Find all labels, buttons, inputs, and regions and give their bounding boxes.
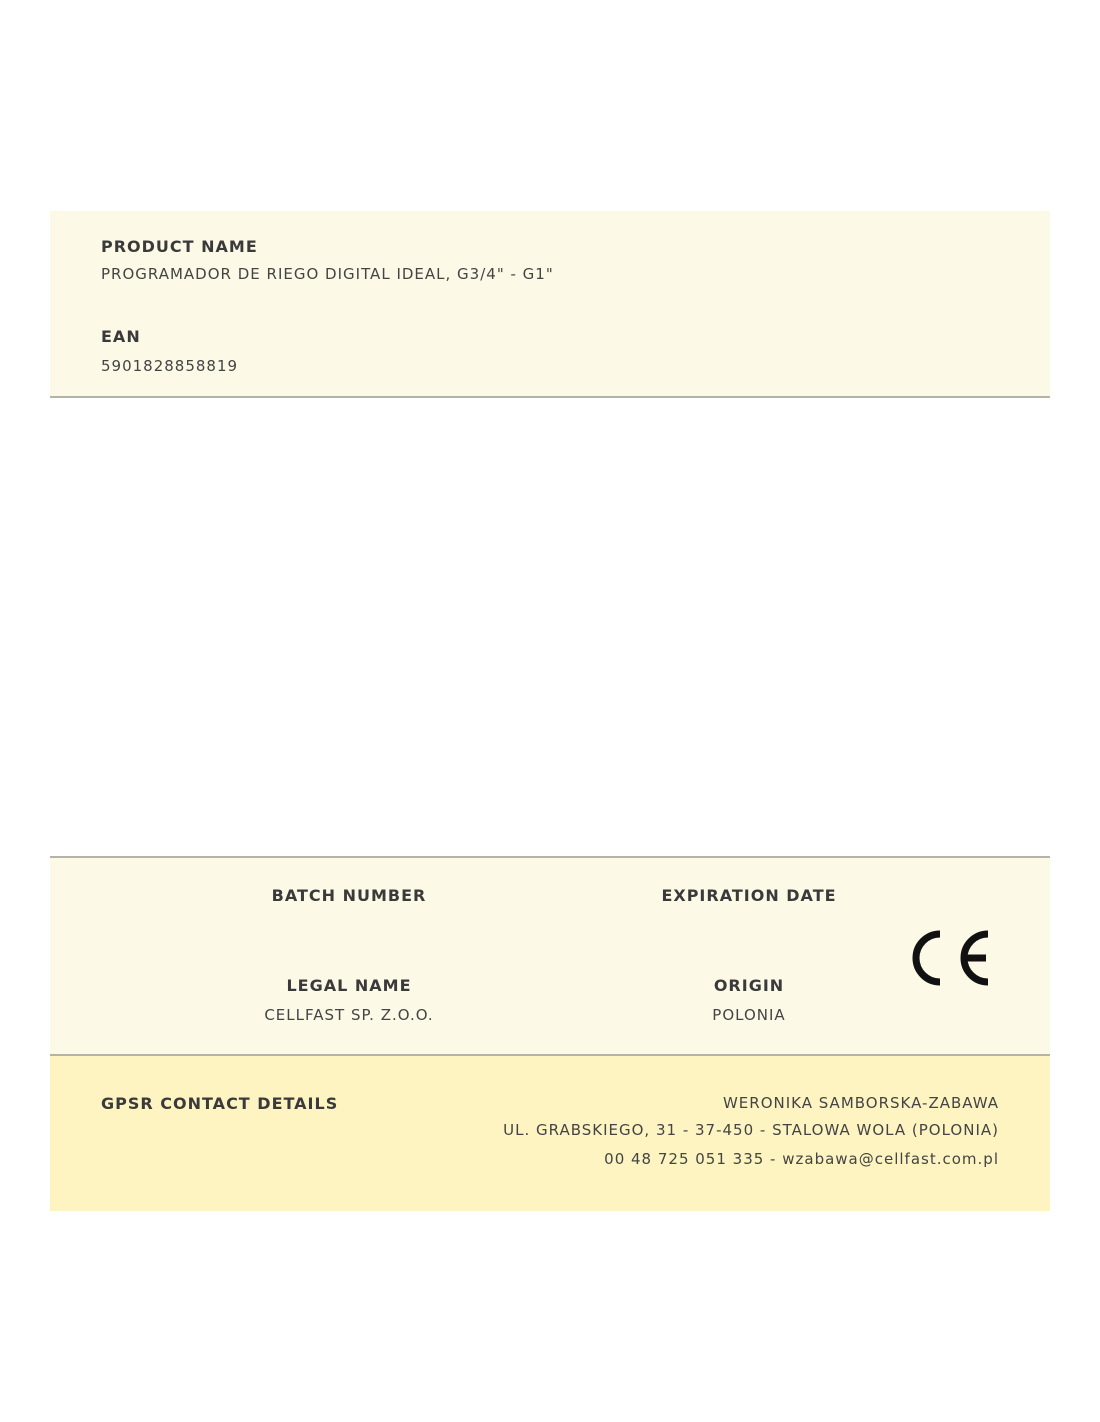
origin-value: POLONIA [712,1006,786,1024]
legal-name-label: LEGAL NAME [286,976,412,995]
expiration-date-label: EXPIRATION DATE [661,886,837,905]
ean-value: 5901828858819 [101,357,239,375]
legal-name-value: CELLFAST SP. Z.O.O. [264,1006,434,1024]
gpsr-contact-name: WERONIKA SAMBORSKA-ZABAWA [722,1094,999,1112]
gpsr-contact-section [50,1056,1050,1211]
gpsr-phone-email: 00 48 725 051 335 - wzabawa@cellfast.com.pl [604,1150,999,1168]
batch-number-label: BATCH NUMBER [271,886,427,905]
ean-label: EAN [101,327,141,346]
ce-mark-icon [908,928,992,988]
product-name-label: PRODUCT NAME [101,237,258,256]
product-info-section [50,211,1050,398]
gpsr-address: UL. GRABSKIEGO, 31 - 37-450 - STALOWA WOLA (POLONIA) [503,1121,999,1139]
product-name-value: PROGRAMADOR DE RIEGO DIGITAL IDEAL, G3/4" - G1" [101,265,554,283]
batch-info-section [50,856,1050,1056]
gpsr-contact-label: GPSR CONTACT DETAILS [101,1094,339,1113]
origin-label: ORIGIN [713,976,785,995]
